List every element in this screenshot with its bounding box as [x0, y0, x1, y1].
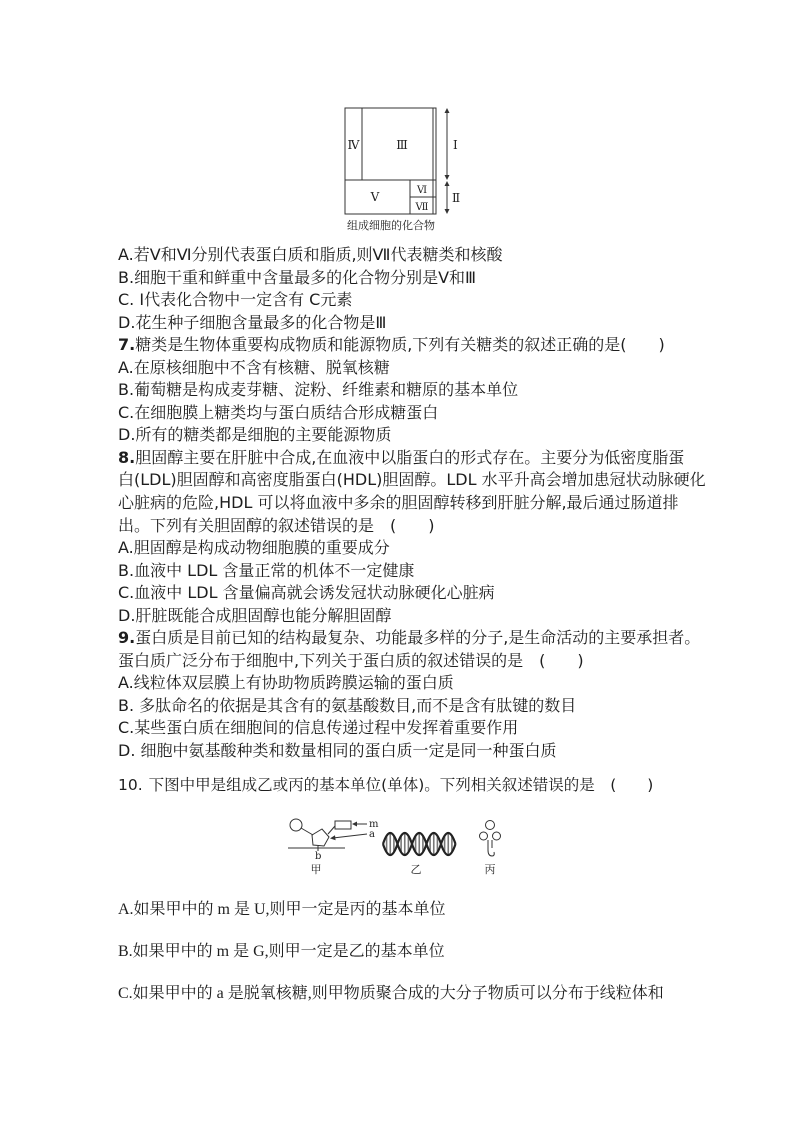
phosphate-bond [301, 828, 313, 835]
q6-option-c: C. Ⅰ代表化合物中一定含有 C元素 [118, 290, 353, 310]
trna-cloverleaf [480, 821, 501, 857]
label-ii: Ⅱ [452, 191, 461, 205]
bracket-ii-arrow-top [445, 181, 450, 186]
q7-option-d: D.所有的糖类都是细胞的主要能源物质 [118, 425, 392, 445]
q9-option-c: C.某些蛋白质在细胞间的信息传递过程中发挥着重要作用 [118, 718, 519, 738]
q9-stem-line-2: 蛋白质广泛分布于细胞中,下列关于蛋白质的叙述错误的是 ( ) [118, 650, 584, 670]
q7-stem-line: 糖类是生物体重要构成物质和能源物质,下列有关糖类的叙述正确的是( ) [135, 335, 665, 355]
label-vi: Ⅵ [416, 185, 428, 196]
q8-stem-line-4: 出。下列有关胆固醇的叙述错误的是 ( ) [118, 515, 435, 535]
trna-stem [488, 840, 494, 856]
caption-bing: 丙 [484, 863, 496, 876]
figure-caption: 组成细胞的化合物 [347, 219, 435, 232]
q10-option-b: B.如果甲中的 m 是 G,则甲一定是乙的基本单位 [118, 942, 445, 960]
q10-stem [118, 774, 653, 796]
arrow-m-head [352, 822, 357, 827]
bracket-ii-arrow-bottom [445, 209, 450, 214]
q8-number: 8. [118, 447, 136, 467]
bracket-i-arrow-bottom [445, 175, 450, 180]
q10-number: 10. [118, 776, 143, 794]
q10-option-a: A.如果甲中的 m 是 U,则甲一定是丙的基本单位 [118, 901, 446, 918]
q6-option-d: D.花生种子细胞含量最多的化合物是Ⅲ [118, 312, 387, 332]
questions-block [118, 244, 718, 763]
label-iii: Ⅲ [396, 138, 408, 152]
q8-stem-line-1 [118, 447, 718, 470]
base-bond [328, 826, 335, 834]
q10-option-c: C.如果甲中的 a 是脱氧核糖,则甲物质聚合成的大分子物质可以分布于线粒体和 [118, 984, 664, 1002]
caption-jia: 甲 [310, 863, 322, 876]
q8-option-b: B.血液中 LDL 含量正常的机体不一定健康 [118, 560, 415, 580]
label-b: b [315, 851, 322, 862]
q10-options [118, 889, 718, 1014]
q7-stem [118, 334, 718, 357]
q7-option-b: B.葡萄糖是构成麦芽糖、淀粉、纤维素和糖原的基本单位 [118, 380, 519, 400]
label-vii: Ⅶ [415, 202, 429, 213]
q9-option-a: A.线粒体双层膜上有协助物质跨膜运输的蛋白质 [118, 673, 454, 693]
nucleotide-dna-rna-figure [282, 812, 512, 878]
q8-option-d: D.肝脏既能合成胆固醇也能分解胆固醇 [118, 605, 392, 625]
nitrogenous-base [335, 821, 351, 829]
label-iv: Ⅳ [347, 138, 360, 152]
q6-option-a: A.若Ⅴ和Ⅵ分别代表蛋白质和脂质,则Ⅶ代表糖类和核酸 [118, 245, 503, 264]
q7-number: 7. [118, 335, 136, 355]
q9-option-d: D. 细胞中氨基酸种类和数量相同的蛋白质一定是同一种蛋白质 [118, 741, 557, 761]
trna-left-loop [480, 832, 488, 840]
q9-stem-text-1: 蛋白质是目前已知的结构最复杂、功能最多样的分子,是生命活动的主要承担者。 [135, 628, 701, 648]
label-a: a [369, 829, 375, 840]
q7-option-a: A.在原核细胞中不含有核糖、脱氧核糖 [118, 357, 390, 377]
q7-option-c: C.在细胞膜上糖类均与蛋白质结合形成糖蛋白 [118, 402, 439, 422]
q8-option-a: A.胆固醇是构成动物细胞膜的重要成分 [118, 538, 390, 558]
arrow-a-head [330, 835, 336, 840]
q9-number: 9. [118, 628, 136, 648]
cell-compounds-diagram [340, 104, 470, 217]
bracket-i-arrow-top [445, 108, 450, 113]
caption-yi: 乙 [410, 863, 422, 876]
q8-stem-line-3: 心脏病的危险,HDL 可以将血液中多余的胆固醇转移到肝脏分解,最后通过肠道排 [118, 493, 679, 513]
trna-top-loop [486, 821, 495, 830]
label-v: Ⅴ [370, 190, 380, 204]
q10-stem-text: 下图中甲是组成乙或丙的基本单位(单体)。下列相关叙述错误的是 ( ) [148, 776, 654, 794]
q6-option-b: B.细胞干重和鲜重中含量最多的化合物分别是Ⅴ和Ⅲ [118, 267, 477, 287]
dna-helix [383, 833, 456, 855]
phosphate-circle [290, 819, 302, 831]
q8-stem-text-1: 胆固醇主要在肝脏中合成,在血液中以脂蛋白的形式存在。主要分为低密度脂蛋 [135, 447, 685, 467]
pentose-sugar [312, 829, 329, 846]
arrow-a-line [333, 834, 367, 838]
q8-stem-line-2: 白(LDL)胆固醇和高密度脂蛋白(HDL)胆固醇。LDL 水平升高会增加患冠状动脉硬化 [118, 470, 706, 490]
q9-stem-line-1 [118, 627, 718, 650]
q9-option-b: B. 多肽命名的依据是其含有的氨基酸数目,而不是含有肽键的数目 [118, 695, 577, 715]
diagram-outer-box [345, 108, 436, 214]
label-i: Ⅰ [453, 138, 458, 152]
label-m: m [369, 819, 379, 830]
q8-option-c: C.血液中 LDL 含量偏高就会诱发冠状动脉硬化心脏病 [118, 583, 495, 603]
trna-right-loop [493, 832, 501, 840]
